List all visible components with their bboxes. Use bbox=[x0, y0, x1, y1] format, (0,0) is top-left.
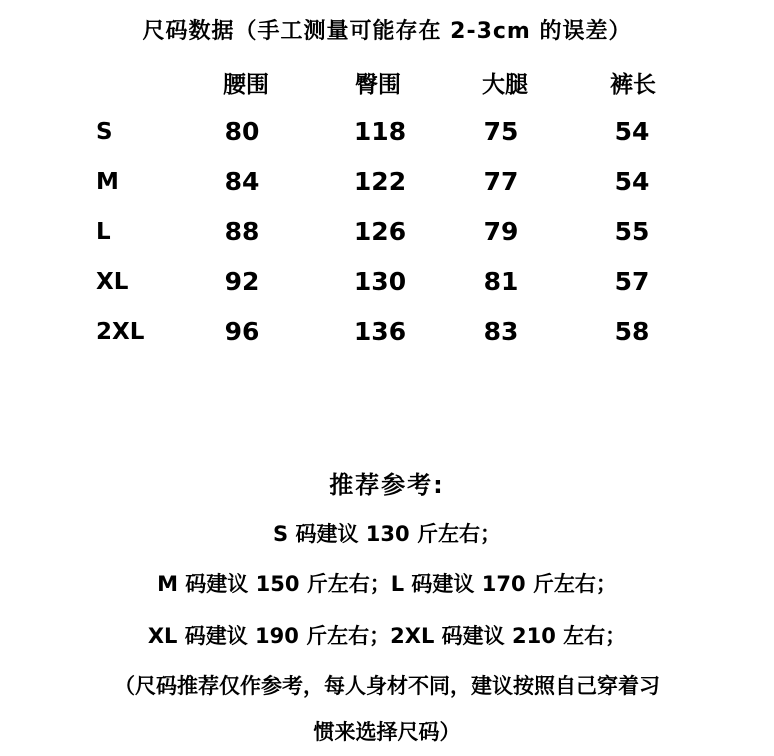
waist-value: 80 bbox=[224, 117, 260, 146]
recommendation-line: S 码建议 130 斤左右； bbox=[273, 522, 501, 546]
table-row bbox=[0, 164, 774, 200]
waist-value: 84 bbox=[224, 167, 260, 196]
hip-value: 118 bbox=[353, 117, 407, 146]
size-label: S bbox=[96, 119, 113, 145]
recommendation-line: M 码建议 150 斤左右；L 码建议 170 斤左右； bbox=[157, 572, 617, 596]
length-value: 55 bbox=[614, 217, 650, 246]
waist-value: 88 bbox=[224, 217, 260, 246]
recommendation-title: 推荐参考: bbox=[329, 471, 445, 499]
recommendation-line: XL 码建议 190 斤左右；2XL 码建议 210 左右； bbox=[147, 624, 627, 648]
thigh-value: 75 bbox=[483, 117, 519, 146]
thigh-value: 79 bbox=[483, 217, 519, 246]
size-label: XL bbox=[96, 269, 129, 295]
hip-value: 136 bbox=[353, 317, 407, 346]
hip-value: 130 bbox=[353, 267, 407, 296]
size-label: L bbox=[96, 219, 111, 245]
length-value: 54 bbox=[614, 117, 650, 146]
hip-value: 122 bbox=[353, 167, 407, 196]
length-value: 57 bbox=[614, 267, 650, 296]
header-waist: 腰围 bbox=[223, 72, 269, 98]
hip-value: 126 bbox=[353, 217, 407, 246]
thigh-value: 77 bbox=[483, 167, 519, 196]
table-row bbox=[0, 114, 774, 150]
size-label: 2XL bbox=[96, 319, 145, 345]
waist-value: 96 bbox=[224, 317, 260, 346]
length-value: 58 bbox=[614, 317, 650, 346]
recommendation-note: 惯来选择尺码） bbox=[313, 720, 461, 744]
length-value: 54 bbox=[614, 167, 650, 196]
header-length: 裤长 bbox=[610, 72, 656, 98]
thigh-value: 81 bbox=[483, 267, 519, 296]
waist-value: 92 bbox=[224, 267, 260, 296]
header-hip: 臀围 bbox=[355, 72, 401, 98]
table-row bbox=[0, 264, 774, 300]
table-row bbox=[0, 214, 774, 250]
thigh-value: 83 bbox=[483, 317, 519, 346]
table-row bbox=[0, 314, 774, 350]
header-thigh: 大腿 bbox=[482, 72, 528, 98]
recommendation-note: （尺码推荐仅作参考，每人身材不同，建议按照自己穿着习 bbox=[114, 674, 660, 698]
page-title: 尺码数据（手工测量可能存在 2-3cm 的误差） bbox=[142, 19, 632, 44]
size-label: M bbox=[96, 169, 119, 195]
